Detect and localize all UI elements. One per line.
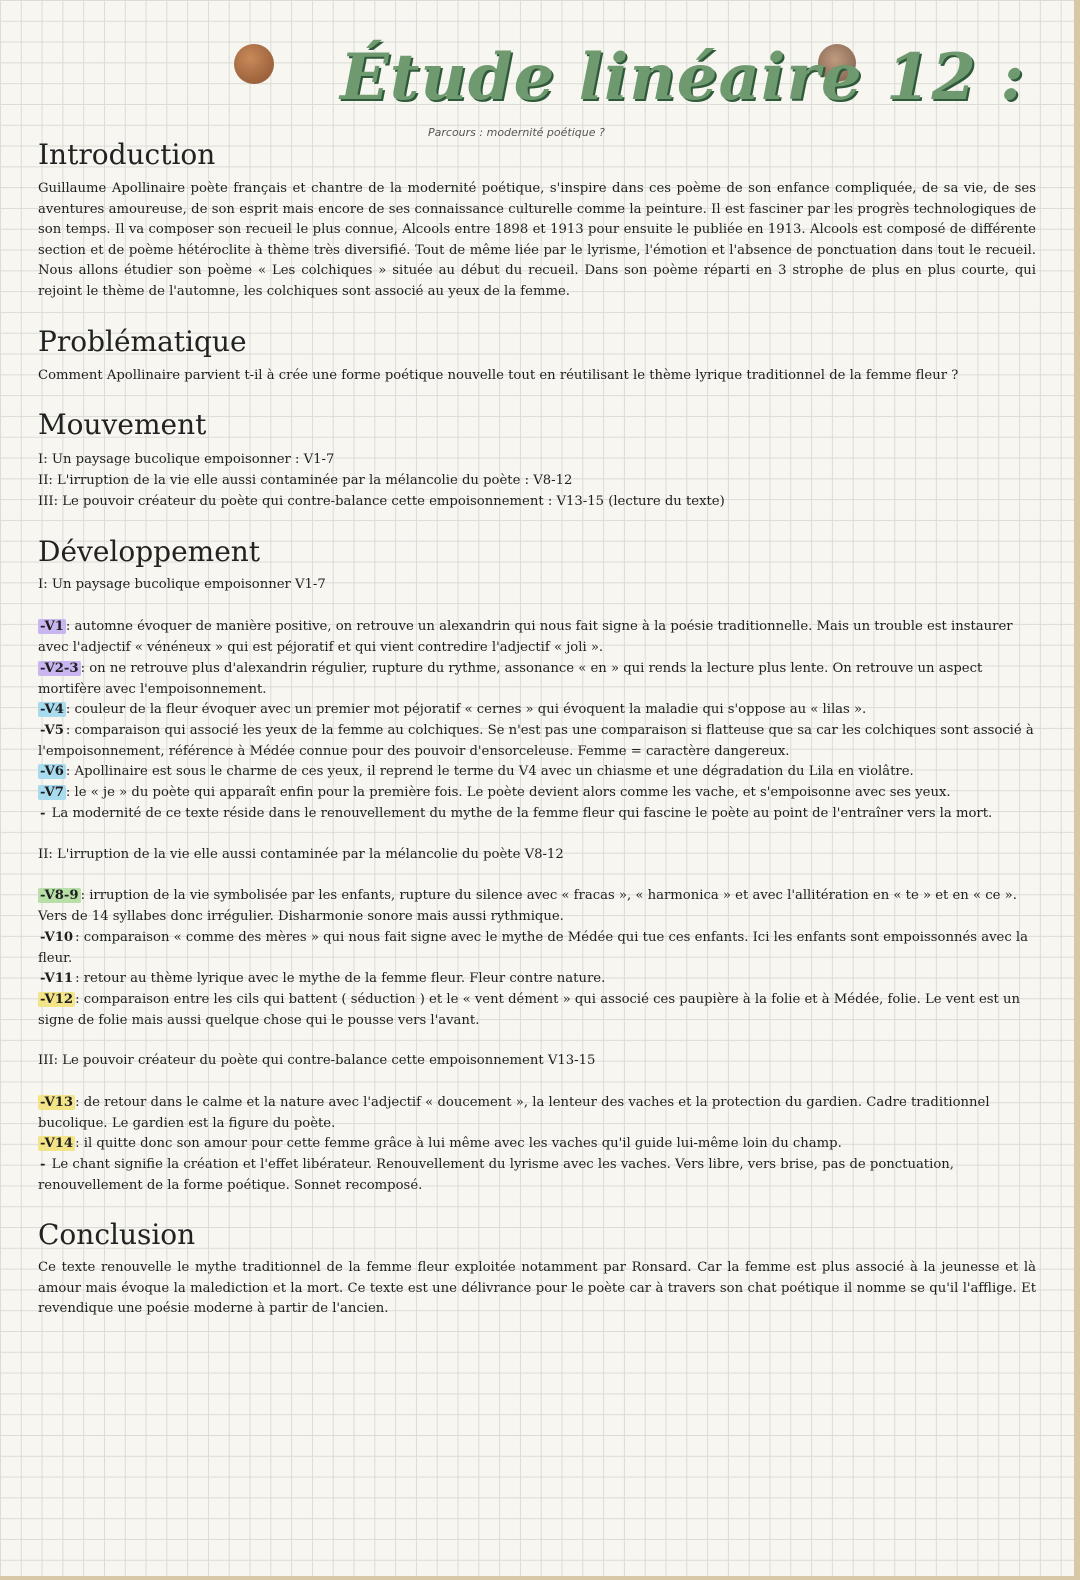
developpement-heading: Développement: [38, 535, 261, 568]
part-title: III: Le pouvoir créateur du poète qui contre-balance cette empoisonnement V13-15: [38, 1053, 596, 1068]
verse-tag: -V5: [40, 723, 64, 738]
mouvement-item: III: Le pouvoir créateur du poète qui contre-balance cette empoisonnement : V13-15 (lecture du texte): [38, 494, 725, 509]
verse-tag: -V1: [40, 619, 64, 634]
analysis-item: -V10 : comparaison « comme des mères » qui nous fait signe avec le mythe de Médée qui tue ces enfants. Ici les enfants sont empoissonnés avec la fleur.: [38, 930, 1028, 966]
verse-tag: -V6: [40, 764, 64, 779]
part-title: II: L'irruption de la vie elle aussi contaminée par la mélancolie du poète V8-12: [38, 847, 564, 862]
analysis-item: -V7 : le « je » du poète qui apparaît enfin pour la première fois. Le poète devient alors comme les vache, et s'empoisonne avec ses yeux.: [40, 785, 951, 800]
page-subtitle: Parcours : modernité poétique ?: [428, 126, 605, 139]
introduction-heading: Introduction: [38, 138, 216, 171]
analysis-item: -V4 : couleur de la fleur évoquer avec un premier mot péjoratif « cernes » qui évoquent la maladie qui s'oppose au « lilas ».: [40, 702, 867, 717]
analysis-item: - Le chant signifie la création et l'effet libérateur. Renouvellement du lyrisme avec les vaches. Vers libre, vers brise, pas de ponctuation, renouvellement de la forme poétique. Sonnet recomposé.: [38, 1157, 954, 1193]
problematique-text: Comment Apollinaire parvient t-il à crée une forme poétique nouvelle tout en réutilisant le thème lyrique traditionnel de la femme fleur ?: [38, 368, 959, 383]
analysis-item: -V6 : Apollinaire est sous le charme de ces yeux, il reprend le terme du V4 avec un chiasme et une dégradation du Lila en violâtre.: [40, 764, 914, 779]
problematique-heading: Problématique: [38, 325, 247, 358]
page-title: Étude linéaire 12 :: [340, 40, 1025, 115]
analysis-item: - La modernité de ce texte réside dans le renouvellement du mythe de la femme fleur qui fascine le poète au point de l'entraîner vers la mort.: [40, 806, 993, 821]
verse-tag: -V4: [40, 702, 64, 717]
verse-tag: -V12: [40, 992, 74, 1007]
mouvement-heading: Mouvement: [38, 408, 207, 441]
sticker-decoration: [234, 44, 274, 84]
verse-tag: -V2-3: [40, 661, 79, 676]
analysis-item: -V5 : comparaison qui associé les yeux de la femme au colchiques. Se n'est pas une comparaison si flatteuse que sa car les colchiques sont associé à l'empoisonnement, référence à Médée connue pour des pouvoir d'ensorceleuse. Femme = caractère dangereux.: [38, 723, 1034, 759]
verse-tag: -: [40, 1157, 46, 1172]
analysis-item: -V11 : retour au thème lyrique avec le mythe de la femme fleur. Fleur contre nature.: [40, 971, 606, 986]
analysis-item: -V14 : il quitte donc son amour pour cette femme grâce à lui même avec les vaches qu'il guide lui-même loin du champ.: [40, 1136, 842, 1151]
conclusion-text: Ce texte renouvelle le mythe traditionnel de la femme fleur exploitée notamment par Ronsard. Car la femme est plus associé à la jeunesse et là amour mais évoque la malediction et la mort. Ce texte est une délivrance pour le poète car à travers son chat poétique il nomme se qu'il l'afflige. Et revendique une poésie moderne à partir de l'ancien.: [38, 1260, 1036, 1317]
analysis-item: -V2-3 : on ne retrouve plus d'alexandrin régulier, rupture du rythme, assonance « en » qui rends la lecture plus lente. On retrouve un aspect mortifère avec l'empoisonnement.: [38, 661, 983, 697]
mouvement-item: I: Un paysage bucolique empoisonner : V1-7: [38, 452, 335, 467]
verse-tag: -V8-9: [40, 888, 79, 903]
verse-tag: -V14: [40, 1136, 74, 1151]
analysis-item: -V1 : automne évoquer de manière positive, on retrouve un alexandrin qui nous fait signe à la poésie traditionnelle. Mais un trouble est instaurer avec l'adjectif « vénéneux » qui est péjoratif et qui vient contredire l'adjectif « joli ».: [38, 619, 1013, 655]
verse-tag: -V7: [40, 785, 64, 800]
analysis-item: -V13 : de retour dans le calme et la nature avec l'adjectif « doucement », la lenteur des vaches et la protection du gardien. Cadre traditionnel bucolique. Le gardien est la figure du poète.: [38, 1095, 990, 1131]
conclusion-heading: Conclusion: [38, 1218, 196, 1251]
analysis-item: -V8-9 : irruption de la vie symbolisée par les enfants, rupture du silence avec « fracas », « harmonica » et avec l'allitération en « te » et en « ce ». Vers de 14 syllabes donc irrégulier. Disharmonie sonore mais aussi rythmique.: [38, 888, 1017, 924]
part-title: I: Un paysage bucolique empoisonner V1-7: [38, 577, 326, 592]
verse-tag: -V11: [40, 971, 74, 986]
mouvement-item: II: L'irruption de la vie elle aussi contaminée par la mélancolie du poète : V8-12: [38, 473, 573, 488]
introduction-text: Guillaume Apollinaire poète français et chantre de la modernité poétique, s'inspire dans ces poème de son enfance compliquée, de sa vie, de ses aventures amoureuse, de son esprit mais encore de ses connaissance culturelle comme la peinture. Il est fasciner par les progrès technologiques de son temps. Il va composer son recueil le plus connue, Alcools entre 1898 et 1913 pour ensuite le publiée en 1913. Alcools est composé de différente section et de poème hétéroclite à thème très diversifié. Tout de même liée par le lyrisme, l'émotion et l'absence de ponctuation dans tout le recueil. Nous allons étudier son poème « Les colchiques » située au début du recueil. Dans son poème réparti en 3 strophe de plus en plus courte, qui rejoint le thème de l'automne, les colchiques sont associé au yeux de la femme.: [38, 181, 1036, 299]
analysis-item: -V12 : comparaison entre les cils qui battent ( séduction ) et le « vent dément » qui associé ces paupière à la folie et à Médée, folie. Le vent est un signe de folie mais aussi quelque chose qui le pousse vers l'avant.: [38, 992, 1021, 1028]
verse-tag: -: [40, 806, 46, 821]
verse-tag: -V13: [40, 1095, 74, 1110]
verse-tag: -V10: [40, 930, 74, 945]
